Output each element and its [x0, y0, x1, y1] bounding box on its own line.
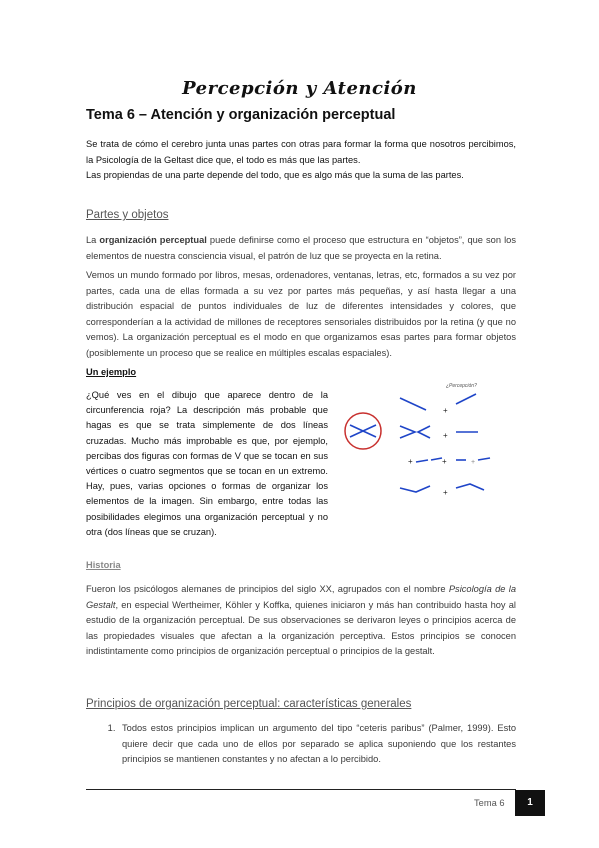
principios-heading: Principios de organización perceptual: características generales [86, 698, 412, 710]
historia-heading: Historia [86, 560, 121, 570]
svg-text:+: + [443, 406, 448, 415]
ejemplo-text: ¿Qué ves en el dibujo que aparece dentro de la circunferencia roja? La descripción más probable que hagas es que se trata simplemente de dos líneas cruzadas. Mucho más improbable es que, por ejemplo, percibas dos figuras con formas de V que se tocan en sus vértices o cuatro segmentos que se tocan en un extremo. Hay, pues, varias opciones o formas de organizar los elementos de la imagen. Sin embargo, entre todas las posibilidades elegimos una organización perceptual y no otra (dos líneas que se cruzan). [86, 390, 328, 537]
principios-item-1: 1. Todos estos principios implican un argumento del tipo “ceteris paribus” (Palmer, 1999). Esto quiere decir que cada uno de ellos por separado se aplica suponiendo que los restantes principios se mantienen constantes y no afectan a lo percibido. [118, 721, 516, 768]
intro-paragraph-1: Se trata de cómo el cerebro junta unas partes con otras para formar la forma que nosotros percibimos, la Psicología de la Geltast dice que, el todo es más que las partes. [86, 139, 516, 165]
svg-text:+: + [442, 457, 447, 466]
figure-caption: ¿Percepción? [446, 383, 477, 389]
historia-text-after: , en especial Wertheimer, Köhler y Koffka, quienes iniciaron y más han contribuido hasta hoy al estudio de la organización perceptual. De sus observaciones se derivaron leyes o principios acerca de las propiedades visuales que afectan a la organización perceptiva. Estos principios se conocen indistintamente como principios de organización perceptual o principios de la gestalt. [86, 599, 516, 656]
historia-text [86, 582, 516, 660]
partes-p1-prefix: La [86, 235, 100, 245]
perception-figure [338, 380, 518, 510]
section-heading: Tema 6 – Atención y organización perceptual [86, 107, 396, 123]
svg-text:+: + [443, 431, 448, 440]
partes-p1-rest: puede definirse como el proceso que estructura en “objetos”, que son los elementos de nuestra consciencia visual, el patrón de luz que se proyecta en la retina. [86, 235, 516, 261]
historia-text-italic: Psicología de la Gestalt [86, 584, 516, 610]
page-number: 1 [515, 790, 545, 816]
intro-paragraph-2: Las propiendas de una parte depende del todo, que es algo más que la suma de las partes. [86, 170, 464, 180]
partes-heading: Partes y objetos [86, 209, 169, 221]
svg-text:+: + [471, 459, 476, 466]
page-title: Percepción y Atención [182, 78, 417, 99]
ejemplo-heading: Un ejemplo [86, 367, 137, 377]
footer-label: Tema 6 [474, 798, 505, 808]
partes-paragraph-1 [86, 233, 516, 264]
intro-text [86, 137, 516, 184]
partes-paragraph-2: Vemos un mundo formado por libros, mesas, ordenadores, ventanas, letras, etc, formados a su vez por partes, cada una de ellas formada a su vez por partes más pequeñas, y así hasta llegar a una distribución espacial de puntos individuales de luz de diferentes intensidades y colores, que corresponderían a la actividad de millones de receptores sensoriales distribuidos por la retina (y que no vemos). La organización perceptual es el modo en que organizamos esas partes para formar objetos (posiblemente un proceso que se realice en múltiples escalas espaciales). [86, 270, 516, 358]
principios-list [100, 721, 516, 768]
svg-text:+: + [408, 457, 413, 466]
partes-p1-bold: organización perceptual [99, 235, 207, 245]
footer-line [86, 789, 516, 790]
historia-text-before: Fueron los psicólogos alemanes de principios del siglo XX, agrupados con el nombre [86, 584, 449, 594]
svg-text:+: + [443, 488, 448, 497]
